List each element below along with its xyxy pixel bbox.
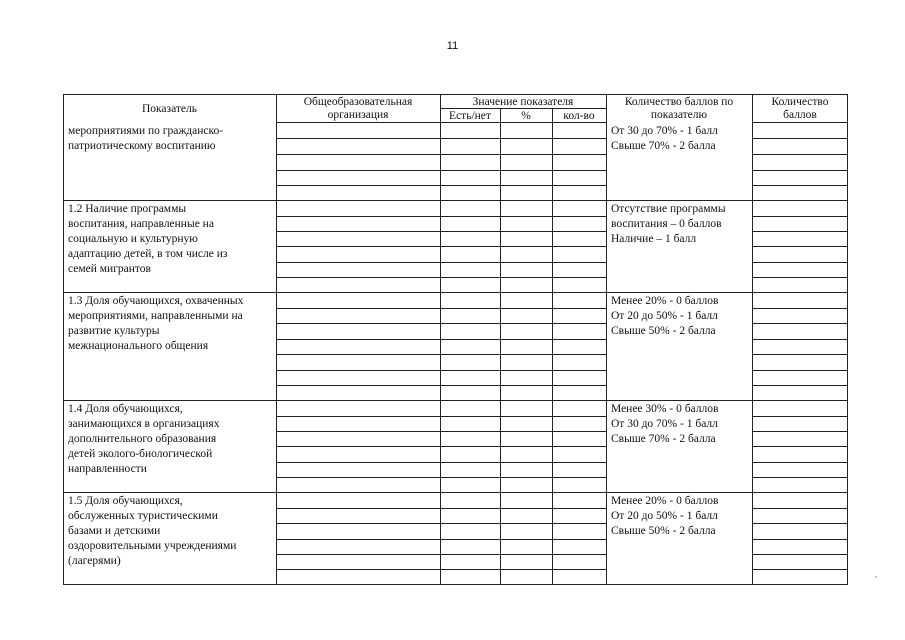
header-organization-line2: организация — [327, 109, 389, 121]
row-3-indicator-line: мероприятиями, направленными на — [68, 310, 243, 322]
row-2-indicator-line: воспитания, направленные на — [68, 218, 214, 230]
row-2-indicator-line: социальную и культурную — [68, 233, 198, 245]
row-2-criteria-line: Наличие – 1 балл — [611, 233, 697, 245]
header-points-line1: Количество — [771, 96, 829, 108]
scan-speck — [875, 576, 877, 578]
row-4-criteria-line: Менее 30% - 0 баллов — [611, 403, 719, 415]
header-criteria-line1: Количество баллов по — [624, 96, 734, 108]
row-5-criteria-line: Свыше 50% - 2 балла — [611, 525, 716, 537]
row-4-indicator — [68, 402, 219, 477]
row-5-indicator-line: оздоровительными учреждениями — [68, 540, 237, 552]
header-count: кол-во — [563, 110, 595, 122]
row-3-criteria-line: От 20 до 50% - 1 балл — [611, 310, 718, 322]
header-criteria — [606, 96, 752, 122]
row-4-criteria-line: От 30 до 70% - 1 балл — [611, 418, 718, 430]
row-3-criteria-line: Менее 20% - 0 баллов — [611, 295, 719, 307]
row-3-indicator-line: развитие культуры — [68, 325, 160, 337]
row-2-criteria — [611, 202, 726, 247]
header-indicator: Показатель — [141, 103, 198, 115]
header-criteria-line2: показателю — [650, 109, 708, 121]
row-2-criteria-line: Отсутствие программы — [611, 203, 726, 215]
row-1-indicator-line: мероприятиями по гражданско- — [68, 125, 224, 137]
row-2-criteria-line: воспитания – 0 баллов — [611, 218, 722, 230]
row-3-criteria — [611, 294, 718, 339]
row-5-indicator — [68, 494, 236, 569]
row-4-indicator-line: 1.4 Доля обучающихся, — [68, 403, 183, 415]
row-2-indicator-line: адаптацию детей, в том числе из — [68, 248, 228, 260]
page-number: 11 — [446, 40, 459, 52]
row-4-criteria — [611, 402, 718, 447]
row-5-indicator-line: базами и детскими — [68, 525, 161, 537]
row-4-indicator-line: направленности — [68, 463, 147, 475]
header-points-line2: баллов — [783, 109, 817, 121]
row-1-criteria-line: От 30 до 70% - 1 балл — [611, 125, 718, 137]
row-5-indicator-line: 1.5 Доля обучающихся, — [68, 495, 183, 507]
row-5-criteria-line: От 20 до 50% - 1 балл — [611, 510, 718, 522]
row-4-indicator-line: дополнительного образования — [68, 433, 217, 445]
header-organization — [276, 96, 440, 122]
row-1-criteria-line: Свыше 70% - 2 балла — [611, 140, 716, 152]
row-3-indicator — [68, 294, 243, 354]
row-1-indicator-line: патриотическому воспитанию — [68, 140, 216, 152]
header-points — [752, 96, 848, 122]
row-5-indicator-line: (лагерями) — [68, 555, 121, 567]
row-4-indicator-line: детей эколого-биологической — [68, 448, 213, 460]
row-1-indicator — [68, 124, 223, 154]
row-4-indicator-line: занимающихся в организациях — [68, 418, 220, 430]
row-1-criteria — [611, 124, 718, 154]
row-3-indicator-line: 1.3 Доля обучающихся, охваченных — [68, 295, 244, 307]
row-3-criteria-line: Свыше 50% - 2 балла — [611, 325, 716, 337]
row-5-criteria — [611, 494, 718, 539]
row-4-criteria-line: Свыше 70% - 2 балла — [611, 433, 716, 445]
header-organization-line1: Общеобразовательная — [303, 96, 413, 108]
header-percent: % — [521, 110, 531, 122]
row-2-indicator-line: семей мигрантов — [68, 263, 151, 275]
row-5-indicator-line: обслуженных туристическими — [68, 510, 218, 522]
header-yes-no: Есть/нет — [449, 110, 491, 122]
row-3-indicator-line: межнационального общения — [68, 340, 209, 352]
row-2-indicator-line: 1.2 Наличие программы — [68, 203, 187, 215]
row-5-criteria-line: Менее 20% - 0 баллов — [611, 495, 719, 507]
header-value-group: Значение показателя — [472, 96, 574, 108]
row-2-indicator — [68, 202, 227, 277]
